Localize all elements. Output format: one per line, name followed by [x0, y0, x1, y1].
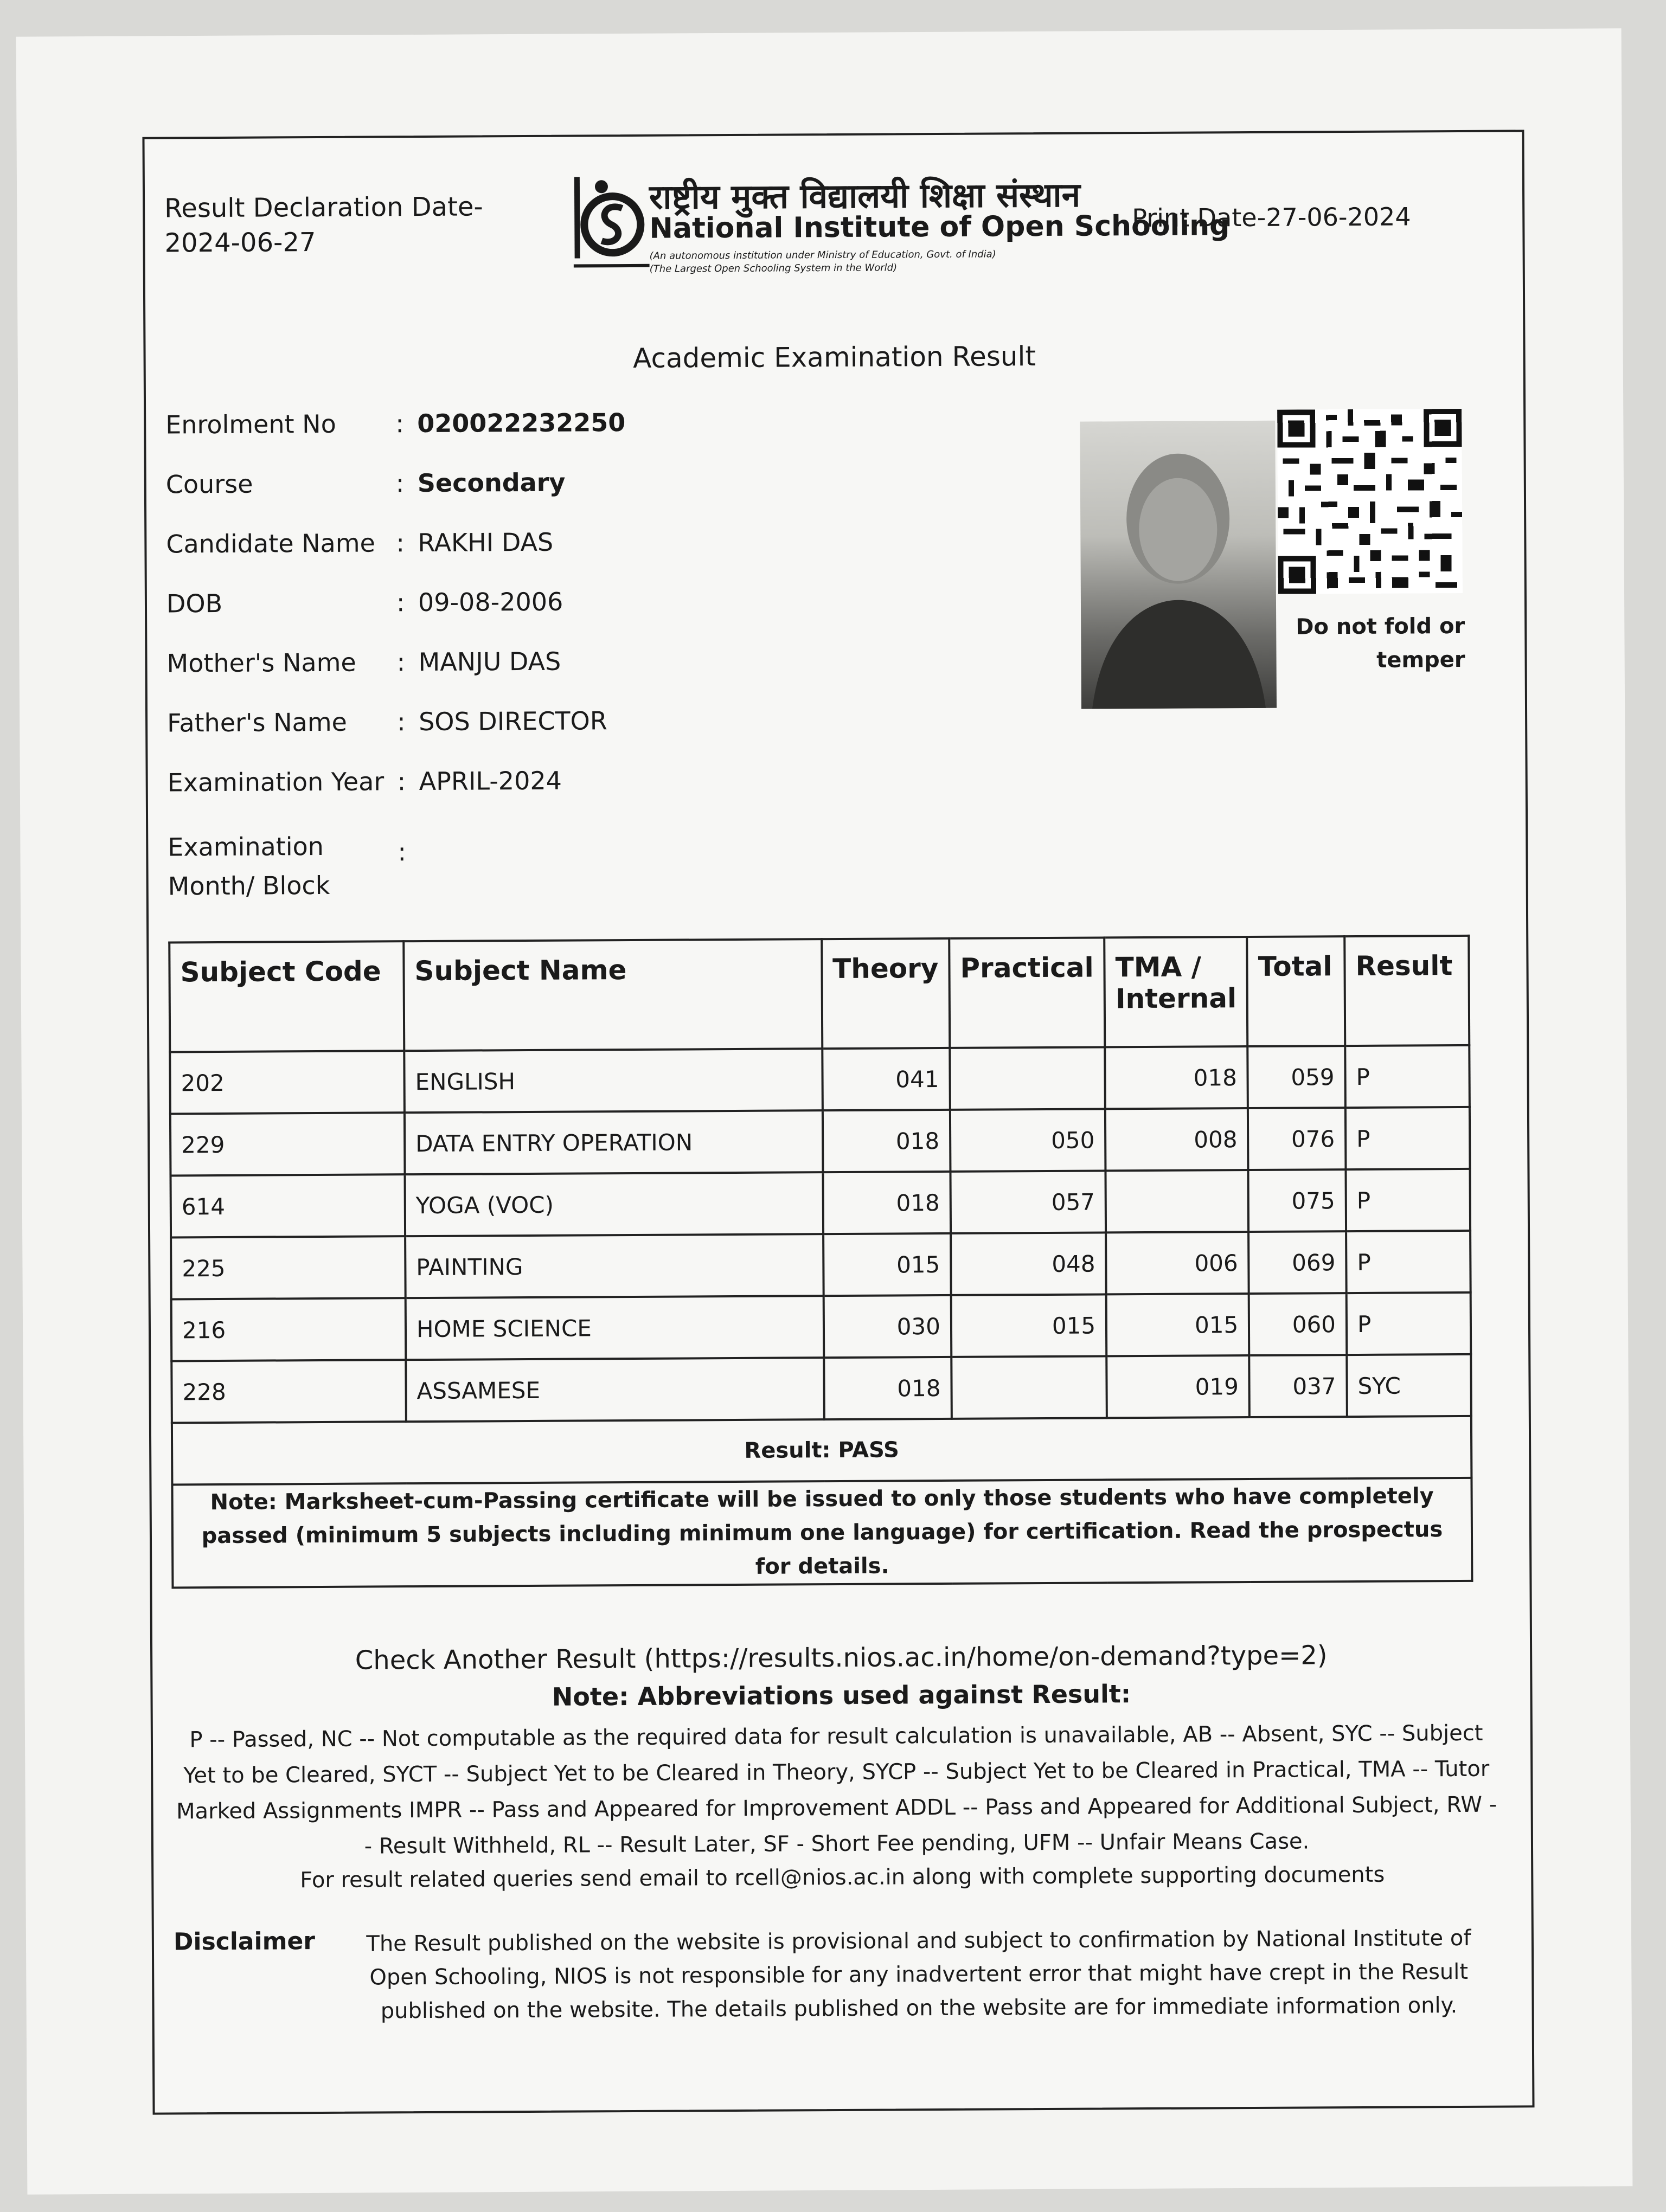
colon: :: [396, 707, 406, 737]
theory-marks: 041: [822, 1048, 950, 1110]
practical-marks: 015: [951, 1294, 1107, 1356]
col-subject-name: Subject Name: [403, 939, 822, 1051]
certificate-note: Note: Marksheet-cum-Passing certificate will be issued to only those students who have completely passed (minimum 5 subjects including minimum one language) for certification. Read the prospectus for details.: [172, 1478, 1472, 1588]
course-value: Secondary: [417, 467, 566, 498]
subject-result: SYC: [1347, 1354, 1471, 1417]
colon: :: [395, 468, 405, 498]
subject-code: 216: [171, 1298, 406, 1361]
total-marks: 076: [1248, 1108, 1345, 1170]
overall-result-row: [172, 1416, 1472, 1485]
col-tma-internal: TMA / Internal: [1104, 937, 1247, 1047]
colon: :: [395, 409, 404, 439]
colon: :: [396, 647, 406, 677]
candidate-portrait-icon: [1080, 421, 1277, 709]
subject-name: ENGLISH: [404, 1049, 822, 1113]
practical-marks: [950, 1047, 1105, 1109]
total-marks: 059: [1248, 1046, 1345, 1108]
mother-name-value: MANJU DAS: [418, 646, 561, 677]
exam-year-value: APRIL-2024: [419, 766, 562, 796]
practical-marks: [951, 1356, 1107, 1418]
table-row: [170, 1107, 1470, 1176]
institute-name-hindi: राष्ट्रीय मुक्त विद्यालयी शिक्षा संस्थान: [649, 175, 1081, 217]
certificate-note-row: [172, 1478, 1472, 1588]
table-header-row: [169, 936, 1469, 1052]
colon: :: [396, 588, 405, 618]
tma-marks: 008: [1105, 1108, 1248, 1171]
print-date: Print Date-27-06-2024: [1132, 202, 1411, 233]
fold-warning: [1280, 609, 1465, 678]
declaration-label: Result Declaration Date-: [164, 191, 483, 224]
fold-warning-line2: temper: [1376, 647, 1465, 673]
colon: :: [397, 767, 406, 796]
table-row: [171, 1231, 1471, 1300]
query-email-text: For result related queries send email to rcell@nios.ac.in along with complete supporting documents: [300, 1862, 1385, 1893]
tma-marks: 006: [1106, 1232, 1249, 1294]
subject-name: ASSAMESE: [406, 1358, 824, 1422]
father-name-label: Father's Name: [166, 707, 348, 738]
subject-code: 229: [170, 1113, 405, 1175]
subject-code: 228: [171, 1360, 406, 1423]
subject-name: DATA ENTRY OPERATION: [405, 1110, 823, 1174]
candidate-name-value: RAKHI DAS: [418, 527, 554, 558]
theory-marks: 018: [823, 1172, 951, 1234]
total-marks: 037: [1250, 1355, 1347, 1417]
check-another-result-link[interactable]: Check Another Result (https://results.nios.ac.in/home/on-demand?type=2): [355, 1640, 1328, 1676]
table-row: [171, 1293, 1471, 1361]
institute-subtitle: (An autonomous institution under Ministry of Education, Govt. of India): [649, 248, 996, 262]
subject-code: 225: [171, 1236, 406, 1299]
subject-code: 614: [170, 1174, 405, 1237]
total-marks: 069: [1248, 1231, 1346, 1294]
tma-marks: 015: [1106, 1294, 1250, 1356]
subject-result: P: [1345, 1169, 1470, 1231]
overall-result: Result: PASS: [172, 1416, 1472, 1485]
document-title: Academic Examination Result: [633, 340, 1036, 374]
enrolment-value: 020022232250: [417, 408, 626, 439]
col-theory: Theory: [822, 938, 950, 1049]
subject-result: P: [1345, 1045, 1470, 1108]
total-marks: 075: [1248, 1169, 1346, 1232]
col-subject-code: Subject Code: [169, 941, 404, 1052]
nios-logo-icon: [573, 175, 650, 273]
theory-marks: 018: [823, 1110, 951, 1172]
abbreviations-text: P -- Passed, NC -- Not computable as the required data for result calculation is unavailable, AB -- Absent, SYC -- Subject Yet to be Cleared, SYCT -- Subject Yet to be Cleared in Theory, SYCP -- Subject Yet to be Cleared in Practical, TMA -- Tutor Marked Assignments IMPR -- Pass and Appeared for Improvement ADDL -- Pass and Appeared for Additional Subject, RW -- Result Withheld, RL -- Result Later, SF - Short Fee pending, UFM -- Unfair Means Case.: [176, 1720, 1497, 1859]
candidate-photo: [1080, 421, 1277, 709]
declaration-date: 2024-06-27: [164, 227, 316, 259]
theory-marks: 030: [823, 1295, 951, 1358]
disclaimer-text: The Result published on the website is provisional and subject to confirmation by National Institute of Open Schooling, NIOS is not responsible for any inadvertent error that might have crept in the Result published on the website. The details published on the website are for immediate information only.: [366, 1925, 1471, 2024]
subject-result: P: [1345, 1107, 1470, 1169]
institute-name-english: National Institute of Open Schooling: [649, 209, 1230, 245]
table-row: [171, 1354, 1471, 1423]
subject-name: YOGA (VOC): [405, 1172, 823, 1236]
abbreviations-title: Note: Abbreviations used against Result:: [552, 1679, 1131, 1712]
total-marks: 060: [1249, 1293, 1347, 1355]
col-practical: Practical: [949, 937, 1105, 1047]
father-name-value: SOS DIRECTOR: [418, 706, 607, 737]
mother-name-label: Mother's Name: [166, 647, 356, 678]
exam-year-label: Examination Year: [167, 767, 385, 798]
dob-value: 09-08-2006: [418, 587, 563, 618]
marks-table: [168, 935, 1473, 1589]
fold-warning-line1: Do not fold or: [1296, 613, 1465, 640]
subject-result: P: [1346, 1231, 1471, 1293]
practical-marks: 050: [950, 1109, 1106, 1171]
colon: :: [398, 837, 407, 867]
col-total: Total: [1247, 936, 1345, 1046]
exam-month-label: Examination Month/ Block: [168, 831, 330, 901]
theory-marks: 018: [824, 1357, 952, 1419]
table-row: [170, 1045, 1470, 1114]
subject-name: PAINTING: [405, 1234, 823, 1298]
institute-tagline: (The Largest Open Schooling System in the World): [649, 262, 898, 275]
subject-code: 202: [170, 1051, 405, 1114]
tma-marks: [1106, 1170, 1249, 1232]
col-result: Result: [1344, 936, 1469, 1046]
candidate-name-label: Candidate Name: [166, 528, 376, 559]
disclaimer-label: Disclaimer: [173, 1927, 316, 1956]
table-row: [170, 1169, 1470, 1238]
subject-name: HOME SCIENCE: [406, 1296, 824, 1360]
practical-marks: 048: [951, 1232, 1106, 1295]
practical-marks: 057: [950, 1171, 1106, 1233]
tma-marks: 019: [1106, 1355, 1250, 1418]
enrolment-label: Enrolment No: [165, 409, 336, 440]
dob-label: DOB: [166, 588, 223, 619]
colon: :: [396, 528, 405, 558]
tma-marks: 018: [1105, 1046, 1248, 1109]
qr-code-icon: [1277, 409, 1463, 594]
result-document: [142, 130, 1534, 2114]
theory-marks: 015: [823, 1233, 951, 1296]
declaration-date-block: [164, 189, 483, 260]
subject-result: P: [1347, 1293, 1471, 1355]
course-label: Course: [165, 469, 253, 499]
